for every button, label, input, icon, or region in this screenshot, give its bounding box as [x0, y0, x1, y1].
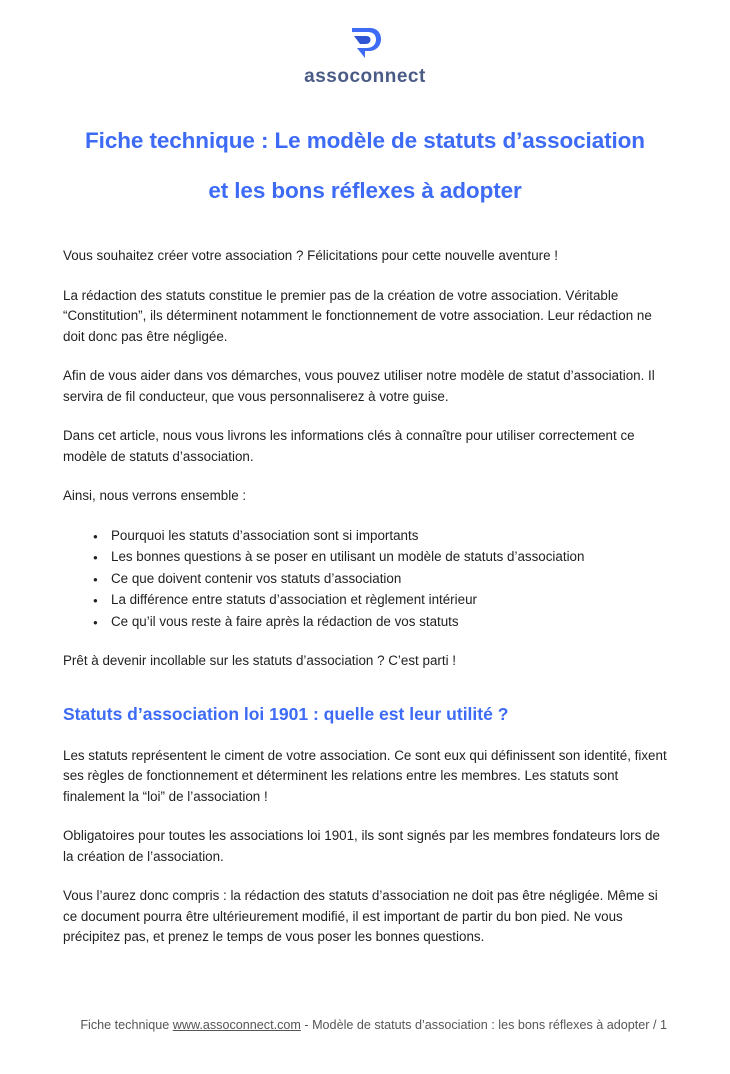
list-item: ● Pourquoi les statuts d’association sont si importants: [93, 526, 667, 547]
paragraph-redaction-statuts: La rédaction des statuts constitue le premier pas de la création de votre association. Véritable “Constitution”, ils déterminent notamment le fonctionnement de votre association. Leur rédaction ne doit donc pas être négligée.: [63, 287, 652, 344]
footer-prefix: Fiche technique: [80, 1018, 173, 1032]
paragraph-obligatoires-loi1901: Obligatoires pour toutes les associations loi 1901, ils sont signés par les membres fondateurs lors de la création de l’association.: [63, 828, 660, 864]
document-body: [63, 246, 667, 948]
logo-block: [0, 0, 730, 88]
page-title: [35, 116, 695, 216]
footer-website-link[interactable]: www.assoconnect.com: [172, 1018, 301, 1032]
page-footer: [63, 1015, 667, 1036]
assoconnect-logo-icon: [344, 22, 386, 62]
paragraph-ne-pas-negliger: Vous l’aurez donc compris : la rédaction des statuts d’association ne doit pas être négligée. Même si ce document pourra être ultérieurement modifié, il est important de partir du bon pied. Ne vous précipitez pas, et prenez le temps de vous poser les bonnes questions.: [63, 888, 658, 944]
paragraph-ciment-association: Les statuts représentent le ciment de votre association. Ce sont eux qui définissent son identité, fixent ses règles de fonctionnement et déterminent les relations entre les membres. Les statuts sont finalement la “loi” de l’association !: [63, 747, 667, 804]
logo-wordmark: assoconnect: [304, 66, 426, 87]
list-item: ● Ce que doivent contenir vos statuts d’association: [93, 569, 667, 590]
section-heading-utilite: Statuts d’association loi 1901 : quelle est leur utilité ?: [63, 703, 509, 724]
page-title-line1: Fiche technique : Le modèle de statuts d’association: [85, 128, 645, 153]
paragraph-sommaire-intro: Ainsi, nous verrons ensemble :: [63, 488, 247, 503]
footer-suffix: - Modèle de statuts d’association : les bons réflexes à adopter / 1: [300, 1018, 667, 1032]
list-item: ● Ce qu’il vous reste à faire après la rédaction de vos statuts: [93, 612, 667, 633]
paragraph-intro: Vous souhaitez créer votre association ? Félicitations pour cette nouvelle aventure !: [63, 248, 558, 263]
summary-list: [63, 526, 667, 633]
paragraph-informations-cles: Dans cet article, nous vous livrons les informations clés à connaître pour utiliser correctement ce modèle de statuts d’association.: [63, 428, 635, 464]
paragraph-cest-parti: Prêt à devenir incollable sur les statuts d’association ? C’est parti !: [63, 653, 456, 668]
list-item: ● La différence entre statuts d’association et règlement intérieur: [93, 590, 667, 611]
list-item: ● Les bonnes questions à se poser en utilisant un modèle de statuts d’association: [93, 547, 667, 568]
paragraph-modele-statut: Afin de vous aider dans vos démarches, vous pouvez utiliser notre modèle de statut d’association. Il servira de fil conducteur, que vous personnaliserez à votre guise.: [63, 368, 655, 404]
page-title-line2: et les bons réflexes à adopter: [208, 178, 522, 203]
